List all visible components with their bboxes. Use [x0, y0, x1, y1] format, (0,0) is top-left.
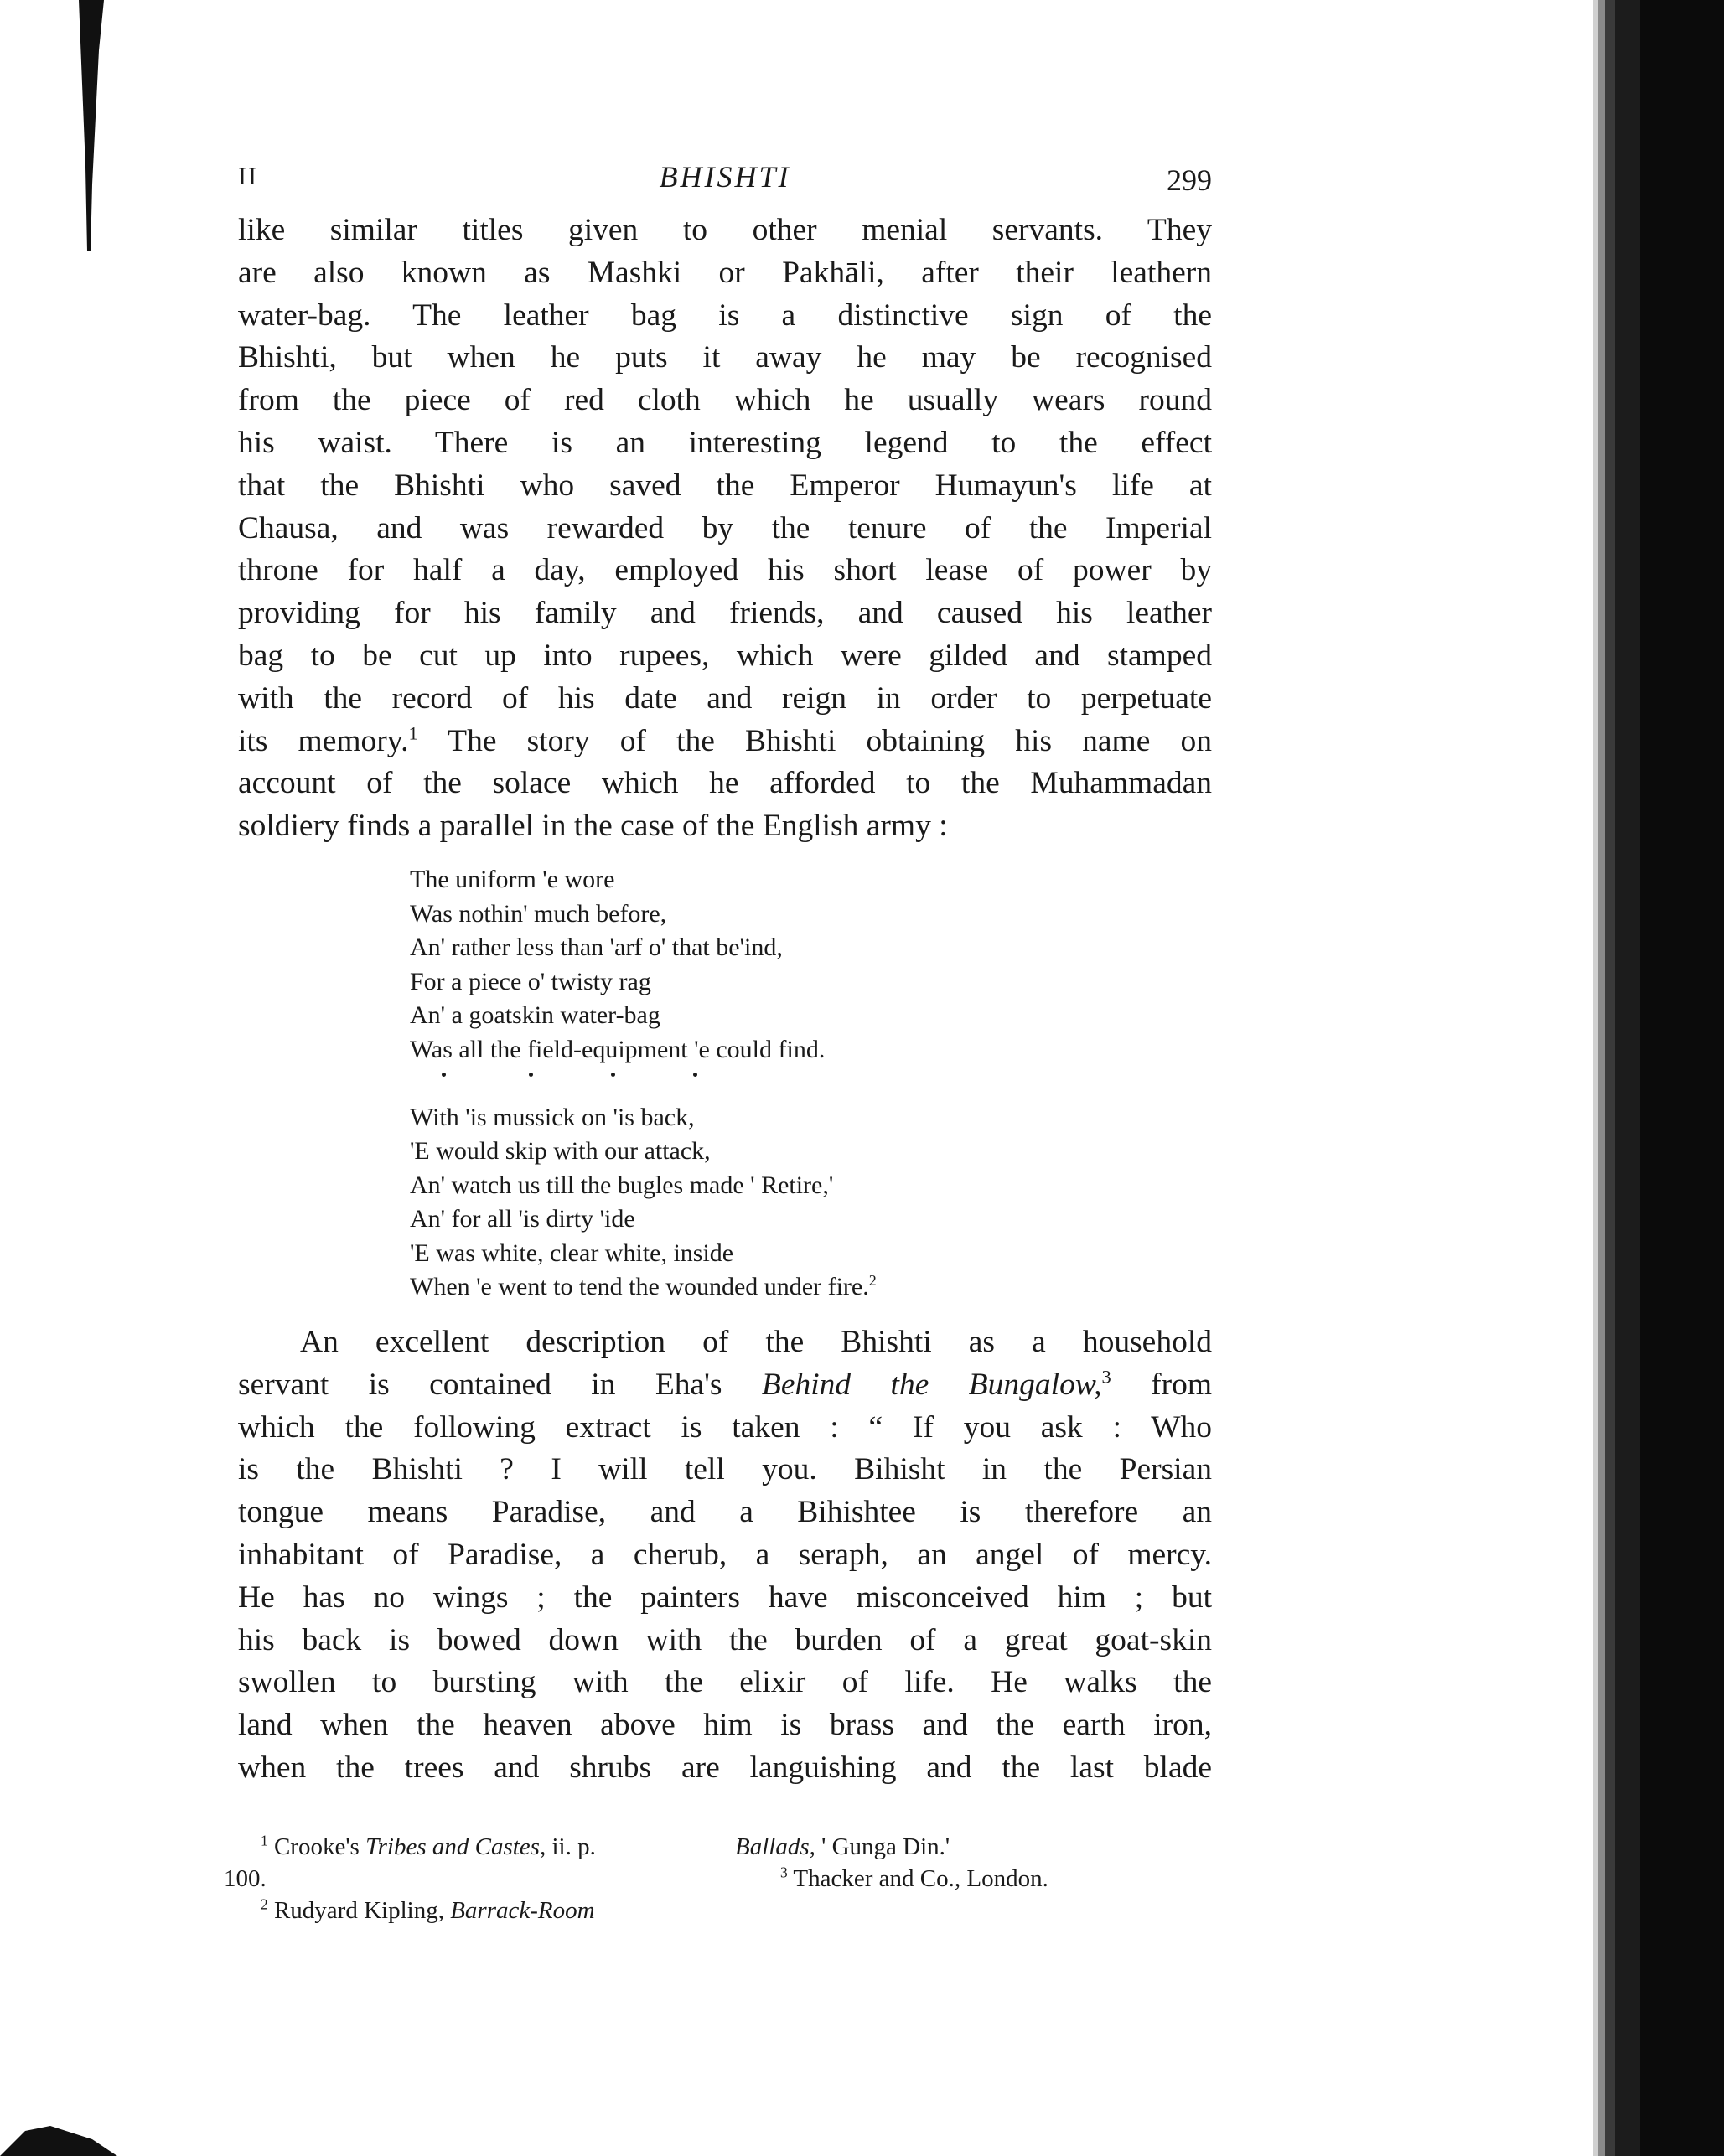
- footnote-ref-2: 2: [868, 1272, 877, 1290]
- text-line: inhabitant of Paradise, a cherub, a seraph, an angel of mercy.: [238, 1538, 1212, 1573]
- text-run: The story of the Bhishti obtaining his name on: [417, 723, 1212, 758]
- text-line: like similar titles given to other menial servants. They: [238, 213, 1212, 247]
- ellipsis-dots: [410, 1068, 1212, 1101]
- scan-edge-right: [1582, 0, 1724, 2156]
- verse-line: With 'is mussick on 'is back,: [410, 1103, 695, 1131]
- book-title: Barrack-Room: [450, 1897, 595, 1924]
- verse-line: 'E was white, clear white, inside: [410, 1238, 734, 1267]
- footnote-ref-3: 3: [1101, 1366, 1111, 1388]
- text-run: ' Gunga Din.': [815, 1833, 950, 1860]
- text-line: with the record of his date and reign in order to perpetuate: [238, 680, 1212, 716]
- footnote-number: 1: [261, 1832, 268, 1849]
- page: [238, 159, 1212, 1790]
- verse-line: An' for all 'is dirty 'ide: [410, 1205, 635, 1233]
- page-number: 299: [1167, 163, 1212, 197]
- text-run: Crooke's: [267, 1833, 366, 1860]
- text-run: its memory.: [238, 723, 409, 758]
- verse-line: For a piece o' twisty rag: [410, 967, 651, 995]
- footnote-3: [735, 1863, 1171, 1895]
- footnote-2: [224, 1895, 710, 1926]
- text-run: Rudyard Kipling,: [267, 1897, 451, 1924]
- paragraph-1: [238, 209, 1212, 848]
- text-run: Thacker and Co., London.: [787, 1865, 1048, 1892]
- text-line: from the piece of red cloth which he usually wears round: [238, 383, 1212, 418]
- footnote-ref-1: 1: [408, 722, 418, 744]
- text-line: tongue means Paradise, and a Bihishtee is therefore an: [238, 1495, 1212, 1530]
- text-run: servant is contained in Eha's: [238, 1367, 762, 1402]
- footnote-number: 2: [261, 1895, 268, 1913]
- text-line: that the Bhishti who saved the Emperor Humayun's life at: [238, 468, 1212, 503]
- text-line: He has no wings ; the painters have misconceived him ; but: [238, 1580, 1212, 1615]
- text-run: When 'e went to tend the wounded under fire.: [410, 1273, 869, 1301]
- text-line: Chausa, and was rewarded by the tenure of the Imperial: [238, 510, 1212, 545]
- verse-line: Was all the field-equipment 'e could find.: [410, 1035, 826, 1063]
- running-title: BHISHTI: [659, 160, 791, 194]
- verse-line: An' watch us till the bugles made ' Retire,': [410, 1171, 834, 1199]
- footnote-column-right: [735, 1831, 1171, 1895]
- book-title: Ballads,: [735, 1833, 815, 1860]
- text-line: swollen to bursting with the elixir of life. He walks the: [238, 1665, 1212, 1700]
- verse-quotation: [410, 863, 1212, 1305]
- text-line: land when the heaven above him is brass and the earth iron,: [238, 1708, 1212, 1743]
- text-line: which the following extract is taken : “ If you ask : Who: [238, 1409, 1212, 1445]
- verse-line: 'E would skip with our attack,: [410, 1137, 711, 1166]
- text-line: bag to be cut up into rupees, which were gilded and stamped: [238, 638, 1212, 673]
- footnote-column-left: [224, 1831, 710, 1926]
- text-line: providing for his family and friends, and caused his leather: [238, 596, 1212, 631]
- text-line: [238, 721, 1212, 763]
- paragraph-2: [238, 1321, 1212, 1790]
- text-line: account of the solace which he afforded to the Muhammadan: [238, 766, 1212, 801]
- text-line: is the Bhishti ? I will tell you. Bihisht in the Persian: [238, 1452, 1212, 1487]
- text-run: from: [1111, 1367, 1213, 1402]
- corner-mark: [0, 2122, 117, 2156]
- footnote-2-cont: [735, 1831, 1171, 1863]
- scan-edge-left: [75, 0, 109, 268]
- text-line: An excellent description of the Bhishti as a household: [300, 1325, 1212, 1360]
- text-run: ii. p.: [546, 1833, 596, 1860]
- running-head: [238, 159, 1212, 209]
- footnote-1-cont: 100.: [224, 1865, 267, 1892]
- verse-line: The uniform 'e wore: [410, 865, 615, 893]
- footnote-1: [224, 1831, 710, 1863]
- verse-line: Was nothin' much before,: [410, 899, 667, 928]
- chapter-number: II: [238, 163, 258, 190]
- book-title: Behind the Bungalow,: [761, 1367, 1102, 1402]
- text-line: [238, 1364, 1212, 1407]
- footnote-number: 3: [780, 1864, 788, 1881]
- text-line: throne for half a day, employed his short lease of power by: [238, 553, 1212, 588]
- text-line: his back is bowed down with the burden of a great goat-skin: [238, 1622, 1212, 1657]
- verse-line: [410, 1270, 1212, 1305]
- text-line: water-bag. The leather bag is a distinctive sign of the: [238, 297, 1212, 333]
- text-line: soldiery finds a parallel in the case of the English army :: [238, 809, 948, 844]
- text-line: Bhishti, but when he puts it away he may be recognised: [238, 340, 1212, 375]
- verse-line: An' rather less than 'arf o' that be'ind,: [410, 933, 783, 962]
- text-line: his waist. There is an interesting legend to the effect: [238, 425, 1212, 460]
- text-line: when the trees and shrubs are languishing and the last blade: [238, 1750, 1212, 1786]
- text-line: are also known as Mashki or Pakhāli, after their leathern: [238, 255, 1212, 290]
- verse-line: An' a goatskin water-bag: [410, 1001, 660, 1030]
- book-title: Tribes and Castes,: [365, 1833, 546, 1860]
